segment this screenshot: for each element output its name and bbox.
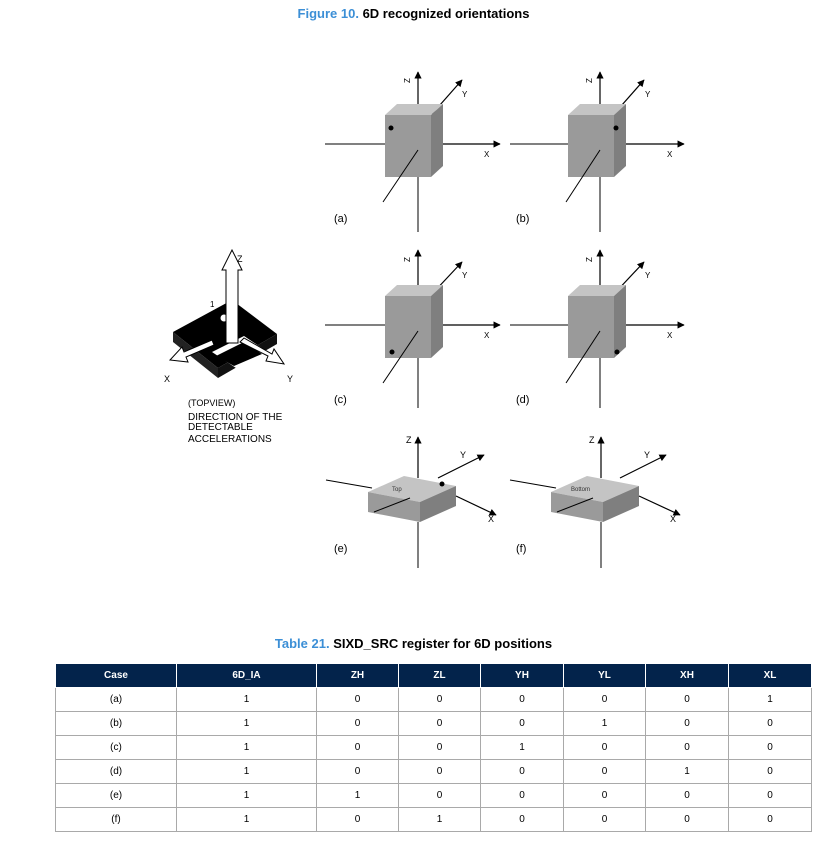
table-cell: 0: [729, 784, 812, 808]
table-cell: 0: [646, 712, 729, 736]
column-header: ZH: [317, 664, 399, 688]
table-cell: (e): [56, 784, 177, 808]
panel-a-z-label: Z: [403, 78, 412, 83]
panel-c-dot: [390, 350, 395, 355]
table-cell: 0: [399, 688, 481, 712]
panel-d-y-label: Y: [645, 271, 651, 280]
figure-caption: [0, 6, 827, 21]
chip-top-view: [164, 250, 293, 445]
table-cell: 0: [399, 712, 481, 736]
table-cell: 0: [481, 712, 564, 736]
table-cell: 1: [729, 688, 812, 712]
table-cell: 0: [399, 784, 481, 808]
pin1-label: 1: [210, 300, 215, 309]
figure-title: 6D recognized orientations: [362, 6, 530, 21]
panel-d-z-label: Z: [585, 257, 594, 262]
table-cell: (a): [56, 688, 177, 712]
table-row: [56, 736, 812, 760]
panel-e: [326, 435, 496, 568]
table-cell: 1: [177, 688, 317, 712]
panel-e-dot: [440, 482, 445, 487]
table-row: [56, 784, 812, 808]
table-cell: (b): [56, 712, 177, 736]
table-cell: 1: [317, 784, 399, 808]
table-cell: 0: [729, 760, 812, 784]
direction-line3: ACCELERATIONS: [188, 434, 272, 445]
panel-e-face-text: Top: [392, 487, 402, 493]
panel-a-dot: [389, 126, 394, 131]
column-header: ZL: [399, 664, 481, 688]
table-cell: 0: [564, 784, 646, 808]
table-row: [56, 688, 812, 712]
panel-c-label: (c): [334, 394, 347, 406]
table-cell: (c): [56, 736, 177, 760]
table-header-row: [56, 664, 812, 688]
column-header: 6D_IA: [177, 664, 317, 688]
panel-b-dot: [614, 126, 619, 131]
table-row: [56, 760, 812, 784]
column-header: XH: [646, 664, 729, 688]
panel-a: [325, 72, 500, 232]
panel-f-x-label: X: [670, 514, 677, 524]
panel-b-y-label: Y: [645, 90, 651, 99]
panel-f: [510, 435, 680, 568]
table-cell: 0: [481, 760, 564, 784]
table-cell: 1: [177, 760, 317, 784]
table-row: [56, 712, 812, 736]
panel-c-y-label: Y: [462, 271, 468, 280]
panel-a-y-label: Y: [462, 90, 468, 99]
panel-e-label: (e): [334, 543, 348, 555]
column-header: XL: [729, 664, 812, 688]
panel-b-z-label: Z: [585, 78, 594, 83]
table-cell: 0: [317, 688, 399, 712]
table-cell: (f): [56, 808, 177, 832]
table-cell: 0: [399, 760, 481, 784]
column-header: YL: [564, 664, 646, 688]
direction-line1: DIRECTION OF THE: [188, 412, 283, 423]
orientation-figure: [0, 40, 827, 600]
panel-e-y-label: Y: [460, 450, 467, 460]
direction-line2: DETECTABLE: [188, 422, 253, 433]
table-cell: 0: [564, 688, 646, 712]
panel-e-x-label: X: [488, 514, 495, 524]
panel-f-y-label: Y: [644, 450, 651, 460]
panel-b-x-label: X: [667, 150, 673, 159]
table-title: SIXD_SRC register for 6D positions: [333, 636, 553, 651]
sixd-src-table: [55, 663, 812, 832]
panel-c-z-label: Z: [403, 257, 412, 262]
table-cell: 0: [317, 808, 399, 832]
panel-b-label: (b): [516, 213, 530, 225]
chip-z-label: Z: [237, 254, 243, 264]
table-cell: 0: [646, 688, 729, 712]
column-header: YH: [481, 664, 564, 688]
table-cell: 1: [177, 712, 317, 736]
table-cell: 0: [317, 760, 399, 784]
table-cell: 0: [646, 736, 729, 760]
table-cell: 1: [399, 808, 481, 832]
table-caption: [0, 636, 827, 651]
panel-a-label: (a): [334, 213, 348, 225]
panel-a-x-label: X: [484, 150, 490, 159]
table-cell: 0: [564, 760, 646, 784]
table-cell: 0: [646, 808, 729, 832]
table-cell: 1: [564, 712, 646, 736]
table-cell: 1: [481, 736, 564, 760]
table-cell: (d): [56, 760, 177, 784]
table-cell: 0: [729, 712, 812, 736]
panel-d: [510, 250, 684, 408]
chip-y-label: Y: [287, 374, 294, 384]
table-row: [56, 808, 812, 832]
figure-number: Figure 10.: [297, 6, 359, 21]
panel-f-face-text: Bottom: [571, 487, 591, 493]
panel-d-dot: [615, 350, 620, 355]
table-cell: 0: [399, 736, 481, 760]
column-header: Case: [56, 664, 177, 688]
table-cell: 0: [729, 808, 812, 832]
table-cell: 0: [317, 736, 399, 760]
table-cell: 0: [317, 712, 399, 736]
table-cell: 0: [646, 784, 729, 808]
table-cell: 1: [177, 808, 317, 832]
table-cell: 0: [564, 736, 646, 760]
table-cell: 1: [177, 736, 317, 760]
topview-label: (TOPVIEW): [188, 398, 236, 408]
table-cell: 0: [481, 784, 564, 808]
table-cell: 0: [481, 688, 564, 712]
table-cell: 0: [481, 808, 564, 832]
panel-c-x-label: X: [484, 331, 490, 340]
panel-d-label: (d): [516, 394, 530, 406]
panel-f-label: (f): [516, 543, 527, 555]
table-cell: 0: [564, 808, 646, 832]
panel-b: [510, 72, 684, 232]
panel-e-z-label: Z: [406, 435, 412, 445]
panel-c: [325, 250, 500, 408]
panel-d-x-label: X: [667, 331, 673, 340]
table-number: Table 21.: [274, 636, 330, 651]
table-cell: 1: [177, 784, 317, 808]
chip-x-label: X: [164, 374, 171, 384]
table-cell: 1: [646, 760, 729, 784]
table-cell: 0: [729, 736, 812, 760]
panel-f-z-label: Z: [589, 435, 595, 445]
